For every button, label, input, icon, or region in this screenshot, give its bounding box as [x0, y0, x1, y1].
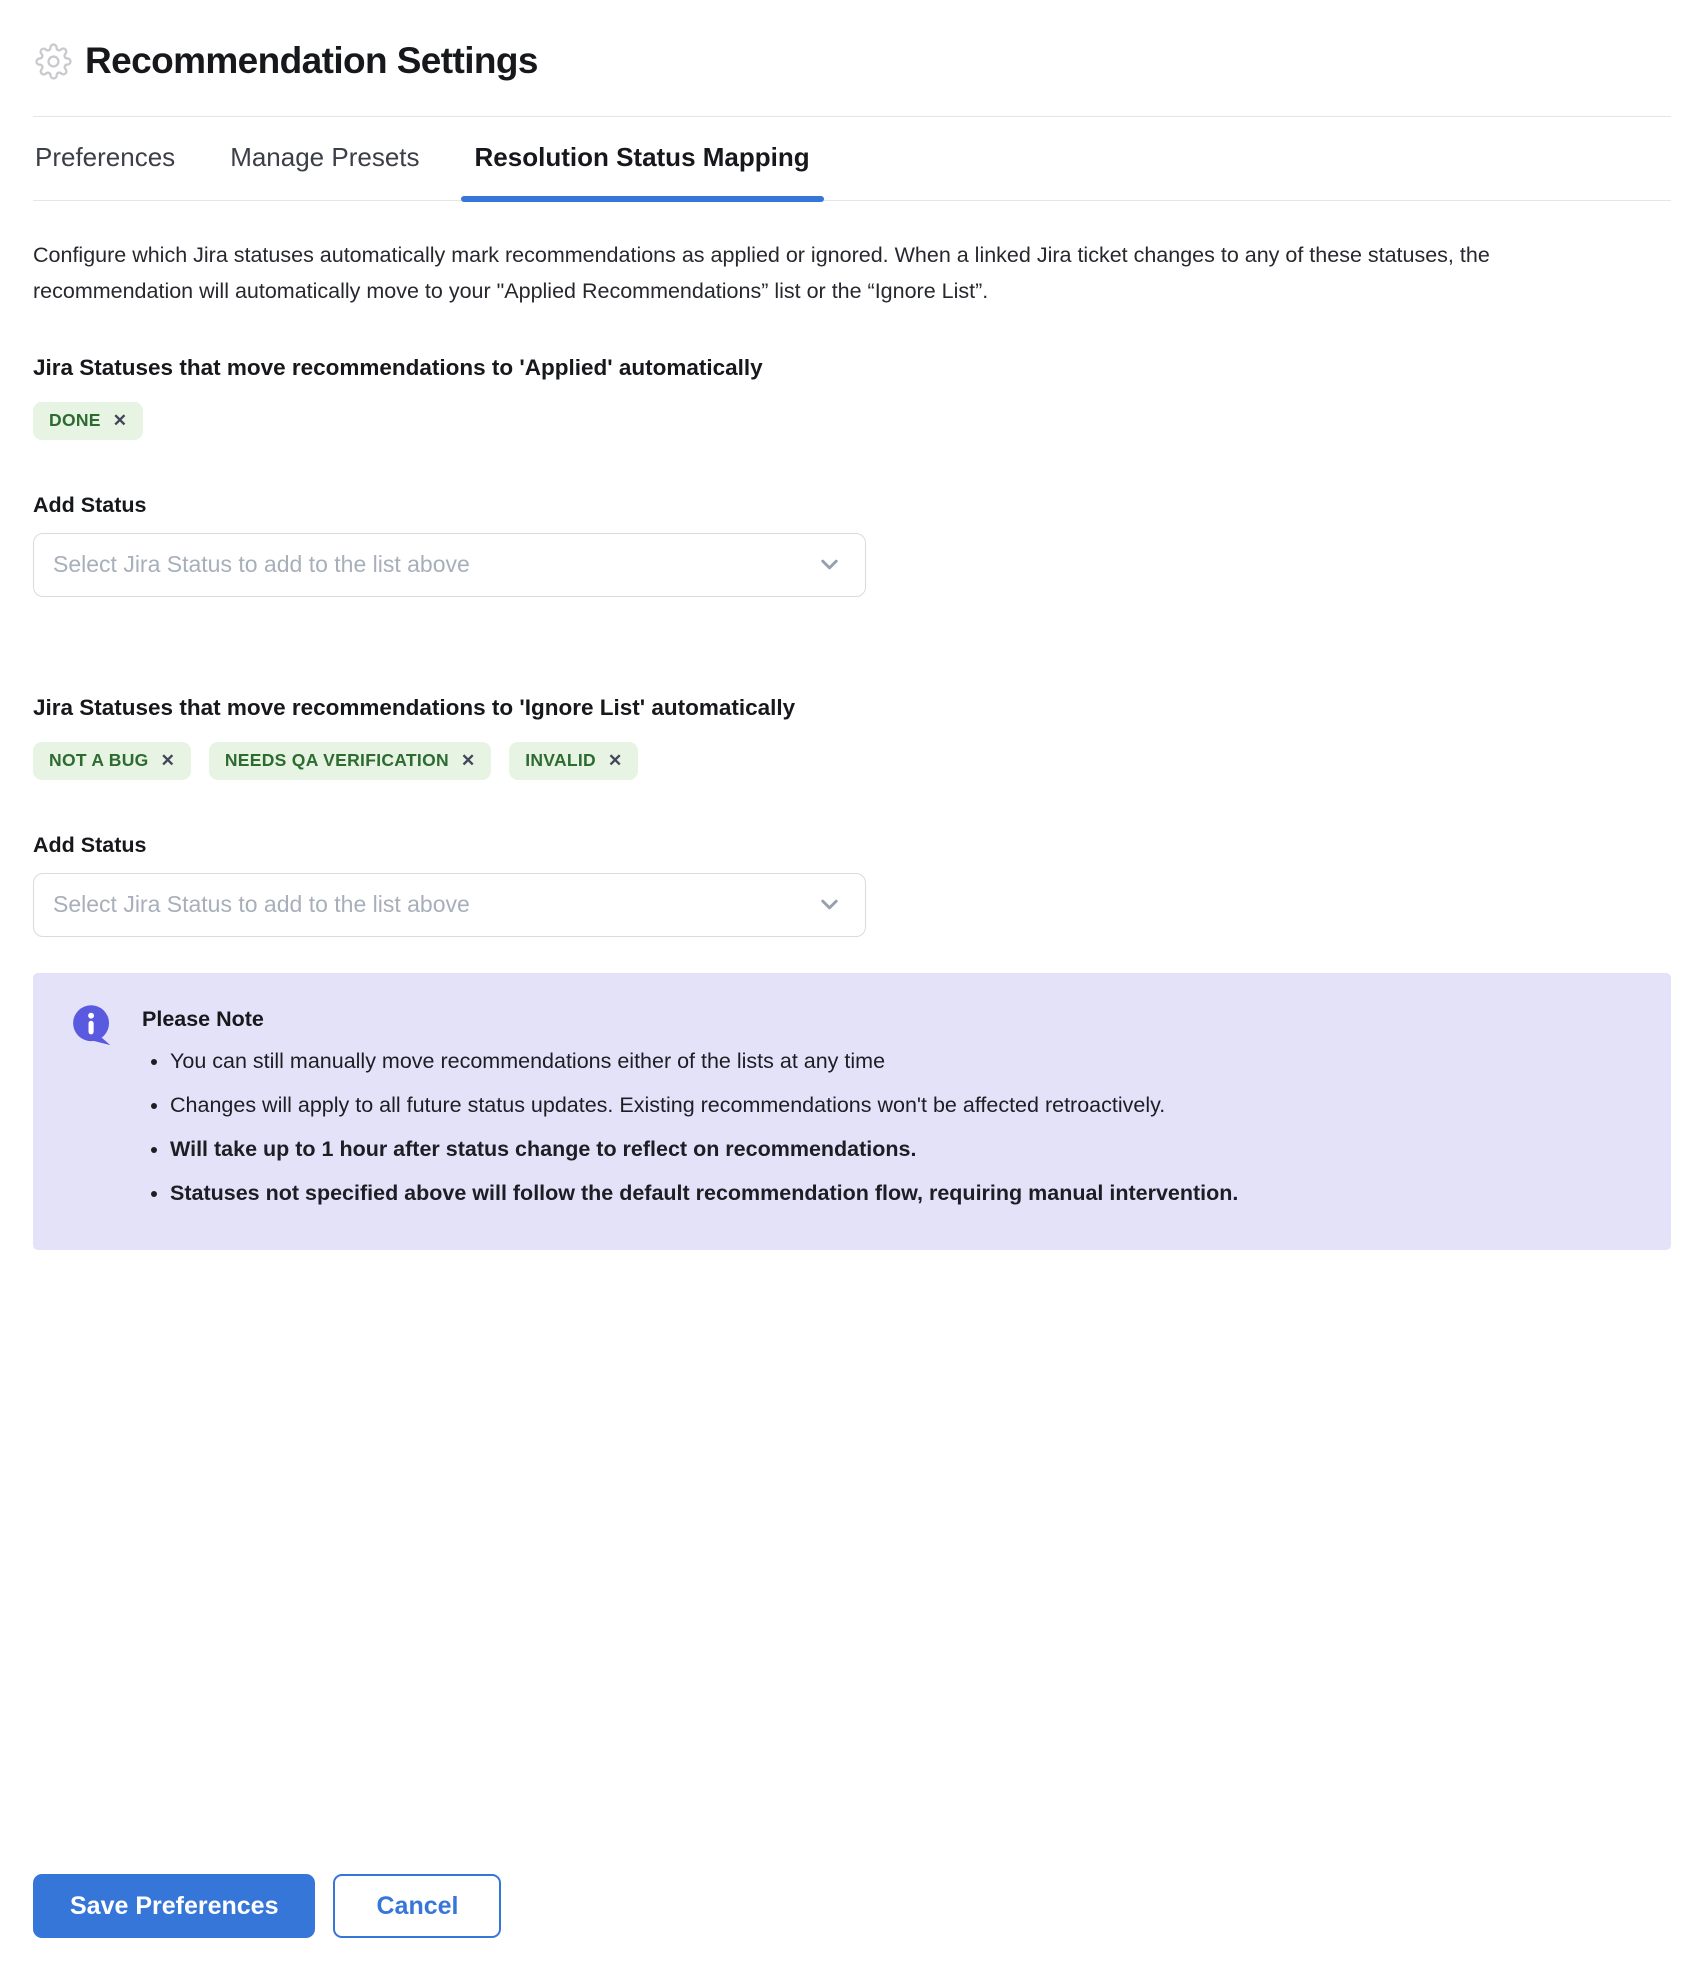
remove-status-icon[interactable]: ✕ — [112, 411, 128, 431]
chevron-down-icon — [816, 891, 843, 918]
ignore-add-status-select[interactable] — [33, 873, 866, 937]
note-bullet: • Will take up to 1 hour after status change to reflect on recommendations. — [170, 1135, 1238, 1164]
settings-description: Configure which Jira statuses automatically mark recommendations as applied or ignored. When a linked Jira ticket changes to any of these statuses, the recommendation will automatically move to your "Applied Recommendations” list or the “Ignore List”. — [33, 243, 1490, 303]
note-bullet: • You can still manually move recommendations either of the lists at any time — [170, 1047, 1238, 1076]
note-bullet: • Changes will apply to all future status updates. Existing recommendations won't be affected retroactively. — [170, 1091, 1238, 1120]
tab-manage-presets[interactable]: Manage Presets — [228, 142, 421, 200]
status-chip-needs-qa-verification — [209, 742, 491, 780]
cancel-button[interactable]: Cancel — [333, 1874, 501, 1938]
please-note-box — [33, 973, 1671, 1250]
note-content — [142, 1001, 1238, 1208]
applied-status-chips — [33, 402, 1671, 440]
ignore-statuses-section — [33, 597, 1671, 937]
applied-statuses-section — [33, 310, 1671, 597]
page-header — [33, 0, 1671, 116]
note-bullet: • Statuses not specified above will follow the default recommendation flow, requiring manual intervention. — [170, 1179, 1238, 1208]
applied-section-heading: Jira Statuses that move recommendations to 'Applied' automatically — [33, 354, 763, 380]
status-chip-label: DONE — [49, 410, 101, 431]
ignore-section-heading: Jira Statuses that move recommendations to 'Ignore List' automatically — [33, 694, 796, 720]
tab-preferences[interactable]: Preferences — [33, 142, 177, 200]
remove-status-icon[interactable]: ✕ — [160, 751, 175, 771]
applied-add-status-select[interactable] — [33, 533, 866, 597]
gear-icon — [35, 43, 72, 80]
note-heading: Please Note — [142, 1006, 264, 1031]
page-title: Recommendation Settings — [85, 40, 538, 81]
action-bar — [33, 1814, 1671, 1938]
status-chip-label: NOT A BUG — [49, 750, 149, 771]
status-chip-done — [33, 402, 143, 440]
save-preferences-button[interactable]: Save Preferences — [33, 1874, 315, 1938]
ignore-add-status-label: Add Status — [33, 832, 147, 857]
info-icon — [70, 1003, 114, 1047]
tab-bar — [33, 116, 1671, 201]
note-bullet-list — [142, 1047, 1238, 1208]
tab-resolution-status-mapping[interactable]: Resolution Status Mapping — [473, 142, 812, 200]
remove-status-icon[interactable]: ✕ — [460, 751, 476, 771]
status-chip-invalid — [509, 742, 638, 780]
applied-add-status-label: Add Status — [33, 492, 147, 517]
status-chip-label: NEEDS QA VERIFICATION — [224, 750, 449, 771]
status-chip-not-a-bug — [33, 742, 191, 780]
ignore-status-chips — [33, 742, 1671, 780]
remove-status-icon[interactable]: ✕ — [608, 751, 623, 771]
status-chip-label: INVALID — [525, 750, 596, 771]
ignore-select-placeholder: Select Jira Status to add to the list above — [53, 891, 470, 918]
chevron-down-icon — [816, 551, 843, 578]
applied-select-placeholder: Select Jira Status to add to the list above — [53, 551, 470, 578]
